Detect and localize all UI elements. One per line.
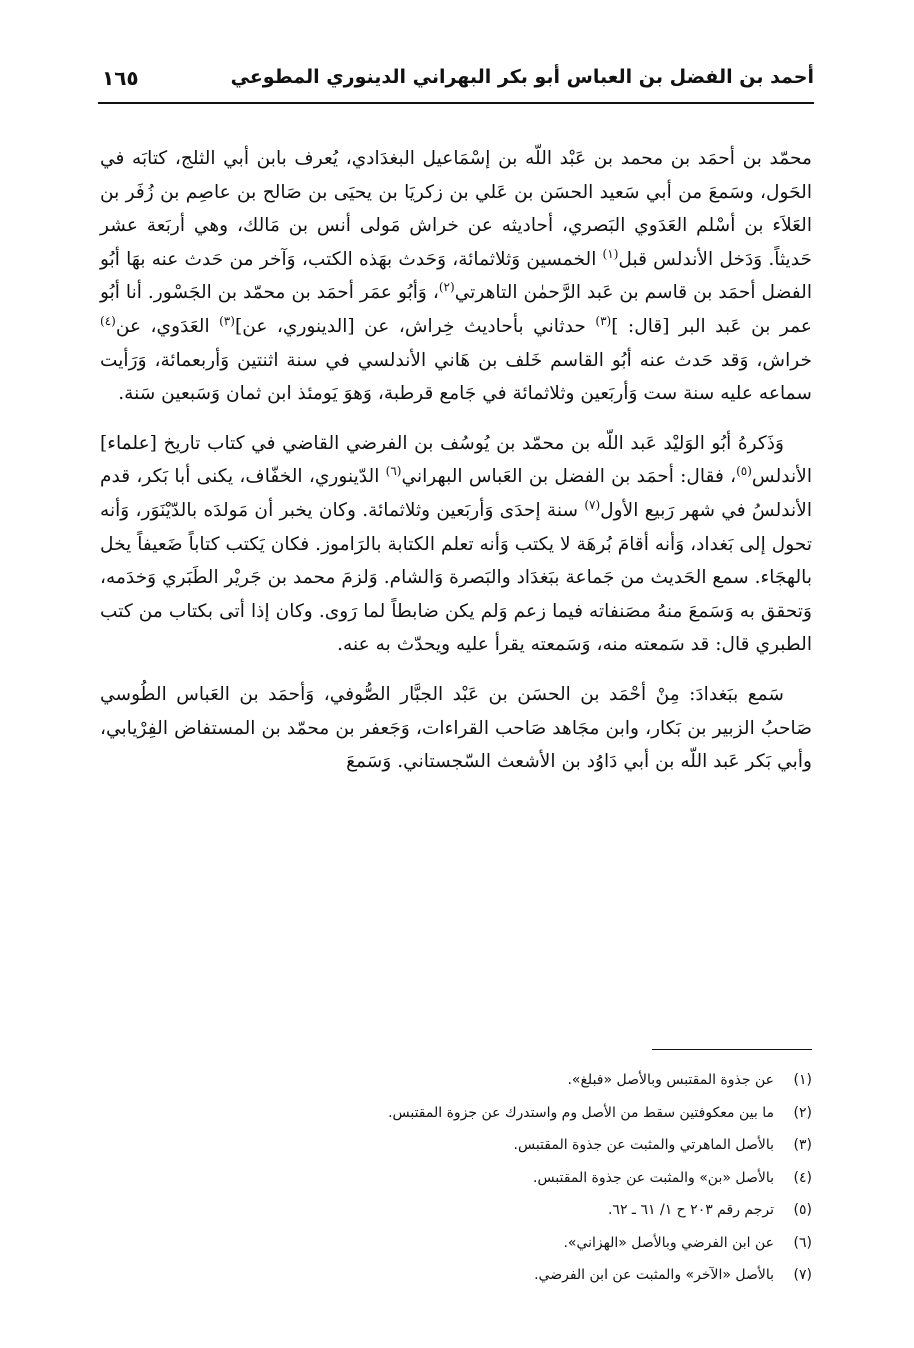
footnote-divider bbox=[652, 1049, 812, 1050]
footnote-number: (٤) bbox=[793, 1169, 812, 1186]
footnote-text: ترجم رقم ٢٠٣ ح ١/ ٦١ ـ ٦٢. bbox=[607, 1202, 774, 1218]
footnote-text: بالأصل «بن» والمثبت عن جذوة المقتبس. bbox=[533, 1169, 774, 1186]
footnote-number: (٥) bbox=[793, 1202, 812, 1218]
footnote-reference: (٧) bbox=[584, 497, 601, 512]
footnote-reference: (٦) bbox=[385, 464, 402, 479]
footnote-reference: (٢) bbox=[438, 280, 455, 295]
footnote-number: (٢) bbox=[793, 1104, 812, 1121]
running-header-title: أحمد بن الفضل بن العباس أبو بكر البهراني الدينوري المطوعي bbox=[230, 66, 814, 88]
text-run: الدّينوري، الخفّاف، يكنى أبا بَكر، قدم الأندلسُ في شهر رَبيع الأول bbox=[100, 466, 813, 521]
footnote-reference: (٣) bbox=[595, 313, 612, 328]
footnote bbox=[112, 1129, 812, 1162]
text-run: سنة إحدَى وَأربَعين وثلاثمائة. وكان يخبر أن مَولدَه بالدّيْنَوَر، وَأنه تحول إلى بَغداد، وَأنه أقامَ بُرهَة لا يكتب وَأنه تعلم الكتابة بالرَاموز. فكان يَكتب كتاباً ضَعيفاً يخل بالهجَاء. سمع الحَديث من جَماعة ببَغدَاد والبَصرة وَالشام. وَلزمَ محمد بن جَريْر الطَبَري وَخدَمه، وَتحقق به وَسَمعَ منهُ مصَنفاته فيما زعم وَلم يكن ضابطاً لما رَوى. وكان إذا أتى بكتاب من كتب الطبري قال: قد سَمعته منه، وَسَمعته يقرأ عليه ويحدّث به عنه. bbox=[100, 499, 812, 656]
text-run: ، وَأبُو عمَر أحمَد بن محمّد بن الجَسْور. أنا أبُو عمر بن عَبد البر [قال: ] bbox=[100, 282, 812, 337]
footnote-reference: (١) bbox=[602, 246, 619, 261]
text-run: سَمع ببَغدادَ: مِنْ أحْمَد بن الحسَن بن عَبْد الجبَّار الصُّوفي، وَأحمَد بن العَباس الطُوسي صَاحبُ الزبير بن بَكار، وابن مجَاهد صَاحب القراءات، وَجَعفر بن محمّد بن المستفاض الفِرْيابي، وأبي بَكر عَبد اللّه بن أبي دَاوُد بن الأشعث السّجستاني. وَسَمعَ bbox=[100, 683, 812, 773]
footnote-text: ما بين معكوفتين سقط من الأصل وم واستدرك عن جزوة المقتبس. bbox=[388, 1104, 774, 1121]
footnote-number: (٦) bbox=[793, 1234, 812, 1251]
text-run: محمّد بن أحمَد بن محمد بن عَبْد اللّه بن إسْمَاعيل البغدَادي، يُعرف بابن أبي الثلج، كتابَه في الحَول، وسَمعَ من أبي سَعيد الحسَن بن عَلي بن زكريَا بن يحيَى بن صَالح بن عاصِم بن زُفَر بن العَلاَء بن أسْلم العَدَوي البَصري، أحاديثه عن خراش مَولى أنس بن مَالك، وهي أربَعة عشر حَديثاً. وَدَخل الأندلس قبل bbox=[100, 148, 812, 270]
text-run: حدثاني بأحاديث خِراش، عن [الدينوري، عن] bbox=[234, 315, 596, 337]
text-run: ، فقال: أحمَد بن الفضل بن العَباس البهراني bbox=[401, 466, 737, 488]
footnotes-list bbox=[112, 1064, 812, 1292]
footnote-text: بالأصل «الآخر» والمثبت عن ابن الفرضي. bbox=[534, 1267, 774, 1283]
footnote-reference: (٤) bbox=[100, 313, 116, 328]
page-number: ١٦٥ bbox=[102, 66, 139, 90]
footnote-text: عن جذوة المقتبس وبالأصل «فبلغ». bbox=[567, 1072, 774, 1088]
text-run: وَذَكرهُ أبُو الوَليْد عَبد اللّه بن محمّد بن يُوسُف بن الفرضي القاضي في كتاب تاريخ [علماء] الأندلس bbox=[100, 432, 812, 488]
footnote bbox=[112, 1064, 812, 1097]
footnote-number: (٧) bbox=[793, 1267, 812, 1283]
footnote bbox=[112, 1194, 812, 1227]
footnote-text: عن ابن الفرضي وبالأصل «الهزاني». bbox=[563, 1234, 774, 1251]
text-run: العَدَوي، عن bbox=[115, 315, 220, 337]
paragraph bbox=[100, 142, 812, 411]
footnote-number: (١) bbox=[793, 1072, 812, 1088]
footnote-reference: (٥) bbox=[736, 464, 752, 479]
running-header bbox=[98, 62, 814, 104]
footnote bbox=[112, 1162, 812, 1195]
footnote bbox=[112, 1097, 812, 1130]
paragraph bbox=[100, 427, 812, 662]
text-run: الخمسين وَثلاثمائة، وَحَدث بهَذه الكتب، وَآخر من حَدث عنه بهَا أبُو الفضل أحمَد بن قاسم بن عَبد الرَّحمٰن التاهرتي bbox=[100, 248, 812, 304]
footnote bbox=[112, 1259, 812, 1292]
footnote-number: (٣) bbox=[793, 1137, 812, 1153]
paragraph bbox=[100, 678, 812, 779]
footnote bbox=[112, 1227, 812, 1260]
footnote-text: بالأصل الماهرتي والمثبت عن جذوة المقتبس. bbox=[513, 1137, 774, 1153]
main-text bbox=[100, 142, 812, 779]
text-run: خراش، وَقد حَدث عنه أبُو القاسم خَلف بن هَاني الأندلسي في سنة اثنتين وَأربعمائة، وَرَأيت سماعه عليه سنة ست وَأربَعين وثلاثمائة في جَامع قرطبة، وَهوَ يَومئذ ابن ثمان وَسَبعين سَنة. bbox=[100, 349, 812, 405]
footnote-reference: (٣) bbox=[219, 313, 235, 328]
